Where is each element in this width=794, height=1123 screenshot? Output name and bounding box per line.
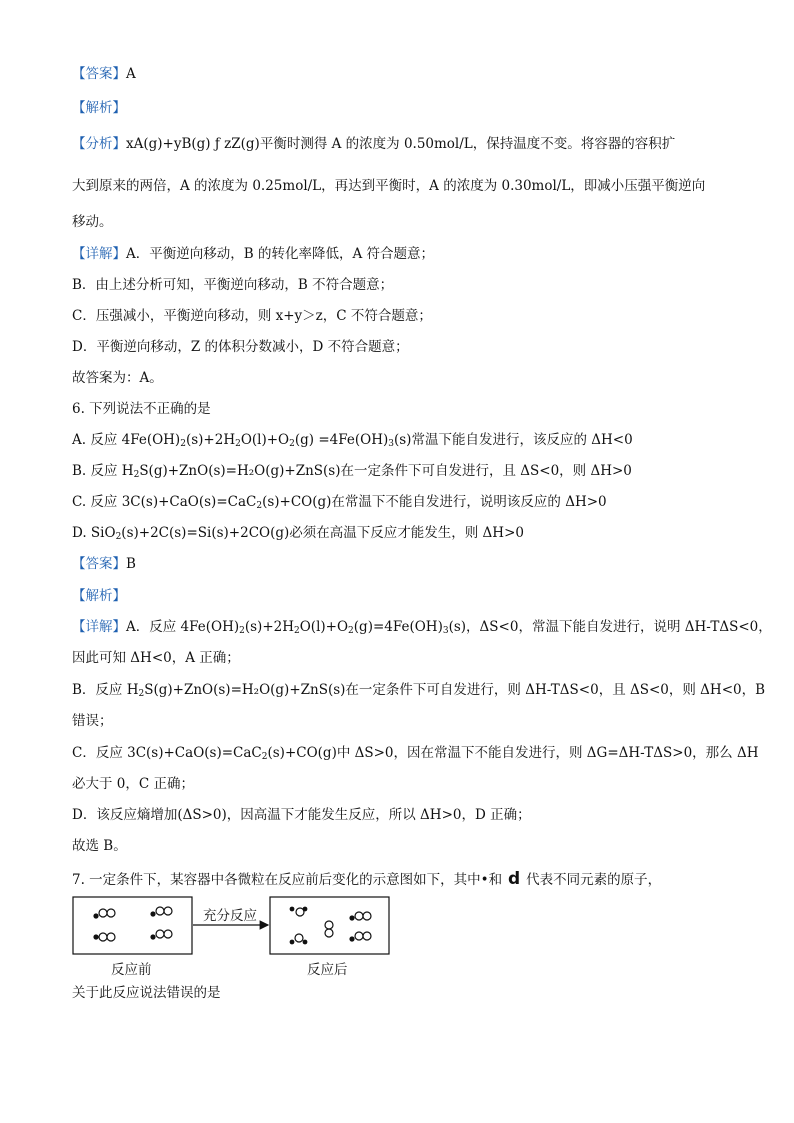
after-box [270,897,389,954]
q6-detail-a-2: 因此可知 ΔH<0，A 正确； [72,650,240,666]
q6-detail-d: D．该反应熵增加(ΔS>0)，因高温下才能发生反应，所以 ΔH>0，D 正确； [72,807,531,823]
large-atom-icon: d [502,869,527,889]
before-label: 反应前 [111,962,152,978]
answer-tag: 【答案】 [72,556,126,572]
q5-detail-c: C．压强减小，平衡逆向移动，则 x+y＞z，C 不符合题意； [72,308,432,324]
q6-detail-a-1: 【详解】A．反应 $4Fe(OH)_2(s)+2H_2O(l)+O_2(g)=4Fe(OH)_3(s)$，ΔS<0，常温下能自发进行，说明 ΔH-TΔS<0， [72,619,772,636]
q5-fenxi-line-1 [72,136,675,152]
q7-question: 关于此反应说法错误的是 [72,985,221,1001]
q6-conclusion: 故选 B。 [72,838,127,854]
q5-fenxi-line-2: 大到原来的两倍，A 的浓度为 0.25mol/L，再达到平衡时，A 的浓度为 0.30mol/L，即减小压强平衡逆向 [72,178,706,194]
q6-analysis-tag: 【解析】 [72,588,126,604]
q5-conclusion: 故答案为：A。 [72,370,163,386]
q6-detail-c-2: 必大于 0，C 正确； [72,776,195,792]
detail-tag: 【详解】 [72,246,126,262]
small-atom-icon: • [480,872,489,888]
fenxi-tag: 【分析】 [72,136,126,152]
before-box [73,897,192,954]
q5-detail-d: D．平衡逆向移动，Z 的体积分数减小，D 不符合题意； [72,339,409,355]
q6-option-c: C. 反应 3C(s)+CaO(s)=CaC$_2$(s)+CO(g)在常温下不能自发进行，说明该反应的 ΔH>0 [72,494,607,511]
molecule-before-2 [150,907,172,917]
q6-detail-b-2: 错误； [72,713,113,729]
molecule-before-1 [93,909,115,919]
molecule-after-4 [349,912,371,921]
answer-value: A [126,66,136,82]
molecule-before-3 [93,933,115,941]
answer-tag: 【答案】 [72,66,126,82]
q5-detail-b: B．由上述分析可知，平衡逆向移动，B 不符合题意； [72,277,394,293]
answer-value: B [126,556,136,572]
molecule-after-2 [325,921,333,937]
q5-detail-a: 【详解】A．平衡逆向移动，B 的转化率降低，A 符合题意； [72,246,435,262]
q5-answer-line [72,66,136,82]
after-label: 反应后 [307,962,348,978]
q6-answer-line [72,556,136,572]
molecule-after-1 [290,907,308,916]
detail-tag: 【详解】 [72,619,126,635]
q5-analysis-tag: 【解析】 [72,100,126,116]
q5-fenxi-line-3: 移动。 [72,214,113,230]
q6-detail-c-1: C．反应 3C(s)+CaO(s)=CaC$_2$(s)+CO(g)中 ΔS>0，因在常温下不能自发进行，则 ΔG=ΔH-TΔS>0，那么 ΔH [72,745,759,762]
fenxi-text-1: xA(g)+yB(g) ƒ zZ(g)平衡时测得 A 的浓度为 0.50mol/L，保持温度不变。将容器的容积扩 [126,136,676,152]
molecule-after-3 [290,934,308,944]
arrow-label: 充分反应 [203,908,257,924]
q6-stem: 6. 下列说法不正确的是 [72,401,211,417]
molecule-after-5 [349,932,371,942]
q7-stem: 7. 一定条件下，某容器中各微粒在反应前后变化的示意图如下，其中•和 d 代表不同元素的原子， [72,869,662,889]
q6-option-d: D. SiO$_2$(s)+2C(s)=Si(s)+2CO(g)必须在高温下反应才能发生，则 ΔH>0 [72,525,524,542]
q6-option-b: B. 反应 $H_2S(g)+ZnO(s)=H_2O(g)+ZnS(s)$在一定条件下可自发进行，且 ΔS<0，则 ΔH>0 [72,463,632,480]
q6-detail-b-1: B．反应 $H_2S(g)+ZnO(s)=H_2O(g)+ZnS(s)$在一定条件下可自发进行，则 ΔH-TΔS<0，且 ΔS<0，则 ΔH<0，B [72,682,766,699]
molecule-before-4 [150,930,172,940]
q6-option-a: A. 反应 $4Fe(OH)_2(s)+2H_2O(l)+O_2(g) =4Fe(OH)_3(s)$常温下能自发进行，该反应的 ΔH<0 [72,432,633,449]
